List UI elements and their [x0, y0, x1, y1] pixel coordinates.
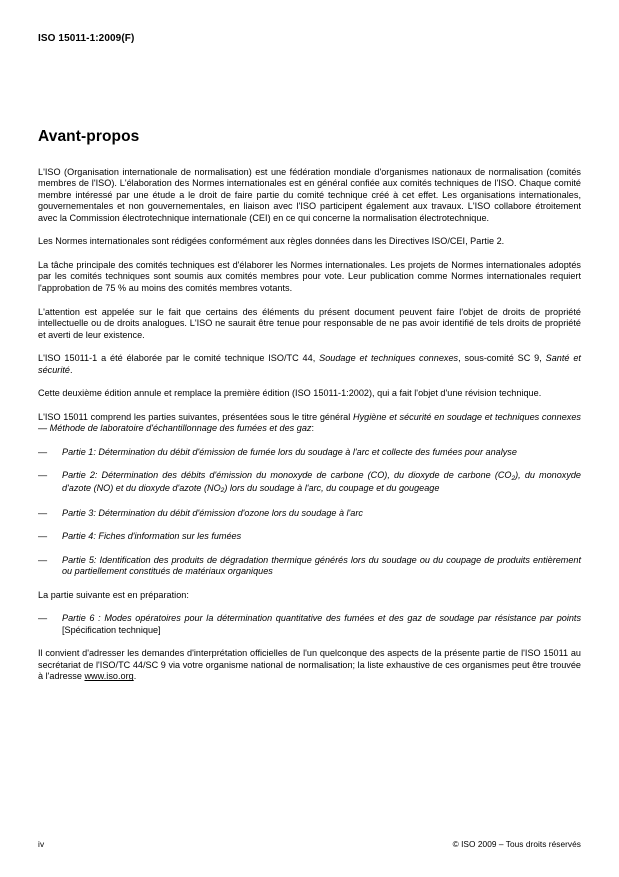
attribution-text-mid: , sous-comité SC 9,: [458, 353, 546, 364]
em-dash-bullet: —: [38, 554, 48, 565]
part-2-seg-2: ), du monoxyde d'azote (NO) et du dioxyde d'azote (NO: [62, 470, 581, 493]
attribution-text-lead: L'ISO 15011-1 a été élaborée par le comité technique ISO/TC 44,: [38, 353, 320, 364]
page-content: [38, 128, 581, 683]
part-6-type-note: [Spécification technique]: [62, 624, 161, 635]
list-item: [38, 508, 581, 520]
copyright-notice: © ISO 2009 – Tous droits réservés: [452, 839, 581, 849]
parts-lead-in-text: L'ISO 15011 comprend les parties suivantes, présentées sous le titre général: [38, 411, 353, 422]
list-item: [38, 470, 581, 495]
interpretation-text: Il convient d'adresser les demandes d'interprétation officielles de l'un quelconque des aspects de la présente partie de l'ISO 15011 au secrétariat de l'ISO/TC 44/SC 9 via votre organisme national de normalisation; la liste exhaustive de ces organismes peut être trouvée à l'adresse: [38, 648, 581, 682]
paragraph-foreword-3: La tâche principale des comités techniques est d'élaborer les Normes internationales. Les projets de Normes internationales adoptés par les comités techniques sont soumis aux comités membres pour vote. Leur publication comme Normes internationales requiert l'approbation de 75 % au moins des comités membres votants.: [38, 259, 581, 293]
part-3-title: Partie 3: Détermination du débit d'émission d'ozone lors du soudage à l'arc: [62, 507, 363, 518]
part-1-title: Partie 1: Détermination du débit d'émission de fumée lors du soudage à l'arc et collecte des fumées pour analyse: [62, 446, 517, 457]
list-item: [38, 447, 581, 459]
part-6-title: Partie 6 : Modes opératoires pour la détermination quantitative des fumées et des gaz de soudage par résistance par points: [62, 613, 581, 624]
iso-website-link[interactable]: www.iso.org: [84, 671, 134, 682]
em-dash-bullet: —: [38, 507, 48, 518]
part-4-title: Partie 4: Fiches d'information sur les fumées: [62, 531, 242, 542]
attribution-text-end: .: [70, 364, 73, 375]
page-footer: [38, 839, 581, 849]
paragraph-foreword-2: Les Normes internationales sont rédigées conformément aux règles données dans les Directives ISO/CEI, Partie 2.: [38, 236, 505, 247]
paragraph-edition-note: Cette deuxième édition annule et remplace la première édition (ISO 15011-1:2002), qui a fait l'objet d'une révision technique.: [38, 388, 542, 399]
list-item: [38, 613, 581, 636]
list-item: [38, 531, 581, 543]
em-dash-bullet: —: [38, 470, 48, 481]
part-5-title: Partie 5: Identification des produits de dégradation thermique générés lors du soudage ou du coupage de produits entièrement ou partiellement constitués de matériaux organiques: [62, 554, 581, 577]
paragraph-foreword-1: L'ISO (Organisation internationale de normalisation) est une fédération mondiale d'organismes nationaux de normalisation (comités membres de l'ISO). L'élaboration des Normes internationales est en général confiée aux comités techniques de l'ISO. Chaque comité membre intéressé par une étude a le droit de faire partie du comité technique créé à cet effet. Les organisations internationales, gouvernementales et non gouvernementales, en liaison avec l'ISO participent également aux travaux. L'ISO collabore étroitement avec la Commission électrotechnique internationale (CEI) en ce qui concerne la normalisation électrotechnique.: [38, 166, 581, 223]
em-dash-bullet: —: [38, 613, 48, 624]
upcoming-parts-list: [38, 613, 581, 636]
interpretation-text-end: .: [133, 671, 137, 682]
list-item: [38, 555, 581, 578]
paragraph-parts-lead-in: [38, 412, 581, 435]
published-parts-list: [38, 447, 581, 578]
em-dash-bullet: —: [38, 446, 48, 457]
subscript-no2: 2: [220, 487, 225, 495]
em-dash-bullet: —: [38, 531, 48, 542]
general-title: Hygiène et sécurité en soudage et techniques connexes — Méthode de laboratoire d'échantillonnage des fumées et des gaz: [38, 411, 582, 434]
part-2-title: [62, 470, 581, 493]
part-2-seg-1: Partie 2: Détermination des débits d'émission du monoxyde de carbone (CO), du dioxyde de carbone (CO: [62, 470, 512, 481]
subscript-co2: 2: [511, 474, 516, 482]
paragraph-committee-attribution: [38, 353, 581, 376]
page-number: iv: [38, 839, 45, 849]
running-head: ISO 15011-1:2009(F): [38, 33, 135, 44]
part-2-seg-3: ) lors du soudage à l'arc, du coupage et du gougeage: [224, 482, 440, 493]
paragraph-upcoming-part-lead-in: La partie suivante est en préparation:: [38, 589, 189, 600]
page-title: Avant-propos: [38, 128, 140, 145]
paragraph-interpretation-requests: [38, 648, 581, 683]
committee-title-tc44: Soudage et techniques connexes: [319, 353, 459, 364]
paragraph-foreword-4: L'attention est appelée sur le fait que certains des éléments du présent document peuvent faire l'objet de droits de propriété intellectuelle ou de droits analogues. L'ISO ne saurait être tenue pour responsable de ne pas avoir identifié de tels droits de propriété et averti de leur existence.: [38, 306, 581, 340]
subcommittee-title-sc9: Santé et sécurité: [38, 353, 581, 375]
parts-lead-in-colon: :: [311, 423, 315, 434]
